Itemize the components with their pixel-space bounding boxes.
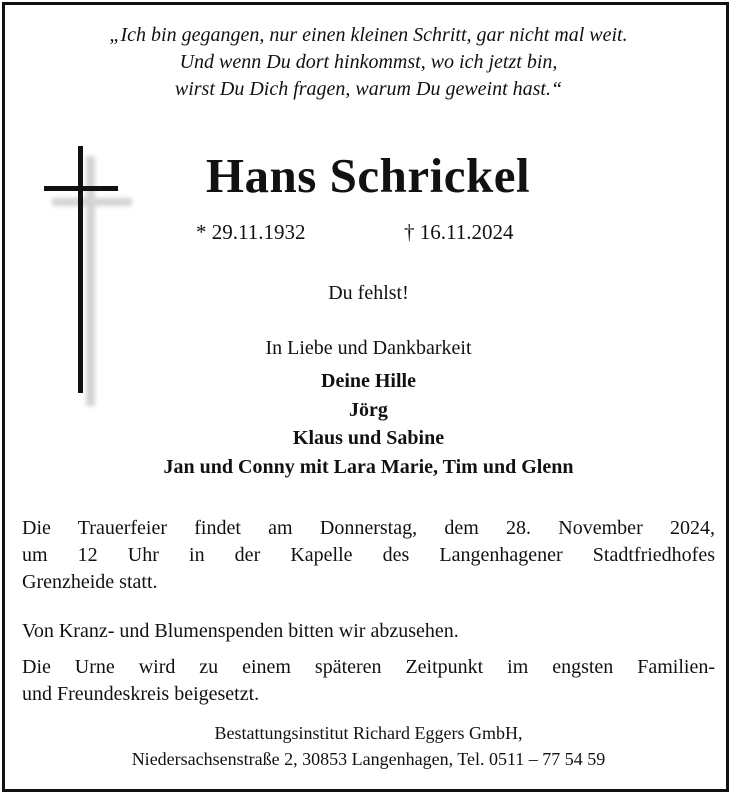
birth-date: * 29.11.1932	[196, 220, 306, 244]
dedication-text: In Liebe und Dankbarkeit	[265, 337, 472, 359]
family-member: Klaus und Sabine	[292, 427, 445, 449]
poem-line-3: wirst Du Dich fragen, warum Du geweint hast.“	[174, 78, 563, 100]
urn-line-2: und Freundeskreis beigesetzt.	[22, 683, 260, 705]
funeral-line-1: Die Trauerfeier findet am Donnerstag, dem 28. November 2024,	[22, 517, 715, 539]
poem-line-2: Und wenn Du dort hinkommst, wo ich jetzt bin,	[179, 51, 558, 73]
family-member: Jan und Conny mit Lara Marie, Tim und Glenn	[163, 455, 574, 478]
urn-paragraph	[22, 654, 715, 708]
family-member: Deine Hille	[321, 370, 416, 392]
funeral-paragraph	[22, 515, 715, 596]
undertaker-name: Bestattungsinstitut Richard Eggers GmbH,	[214, 723, 523, 743]
deceased-name: Hans Schrickel	[205, 148, 531, 203]
urn-line-1: Die Urne wird zu einem späteren Zeitpunkt im engsten Familien-	[22, 656, 715, 678]
undertaker-info	[0, 720, 737, 772]
family-list	[0, 367, 737, 481]
cross-shadow-horizontal	[52, 198, 132, 206]
family-member: Jörg	[349, 398, 388, 421]
cross-bar-horizontal	[44, 186, 118, 191]
message-text: Du fehlst!	[328, 282, 409, 304]
undertaker-address: Niedersachsenstraße 2, 30853 Langenhagen, Tel. 0511 – 77 54 59	[131, 749, 606, 769]
flowers-note: Von Kranz- und Blumenspenden bitten wir abzusehen.	[22, 620, 459, 642]
death-date: † 16.11.2024	[404, 220, 514, 244]
poem-quote	[0, 22, 737, 103]
poem-line-1: „Ich bin gegangen, nur einen kleinen Schritt, gar nicht mal weit.	[109, 24, 628, 46]
funeral-line-3: Grenzheide statt.	[22, 571, 158, 593]
funeral-line-2: um 12 Uhr in der Kapelle des Langenhagener Stadtfriedhofes	[22, 544, 715, 566]
